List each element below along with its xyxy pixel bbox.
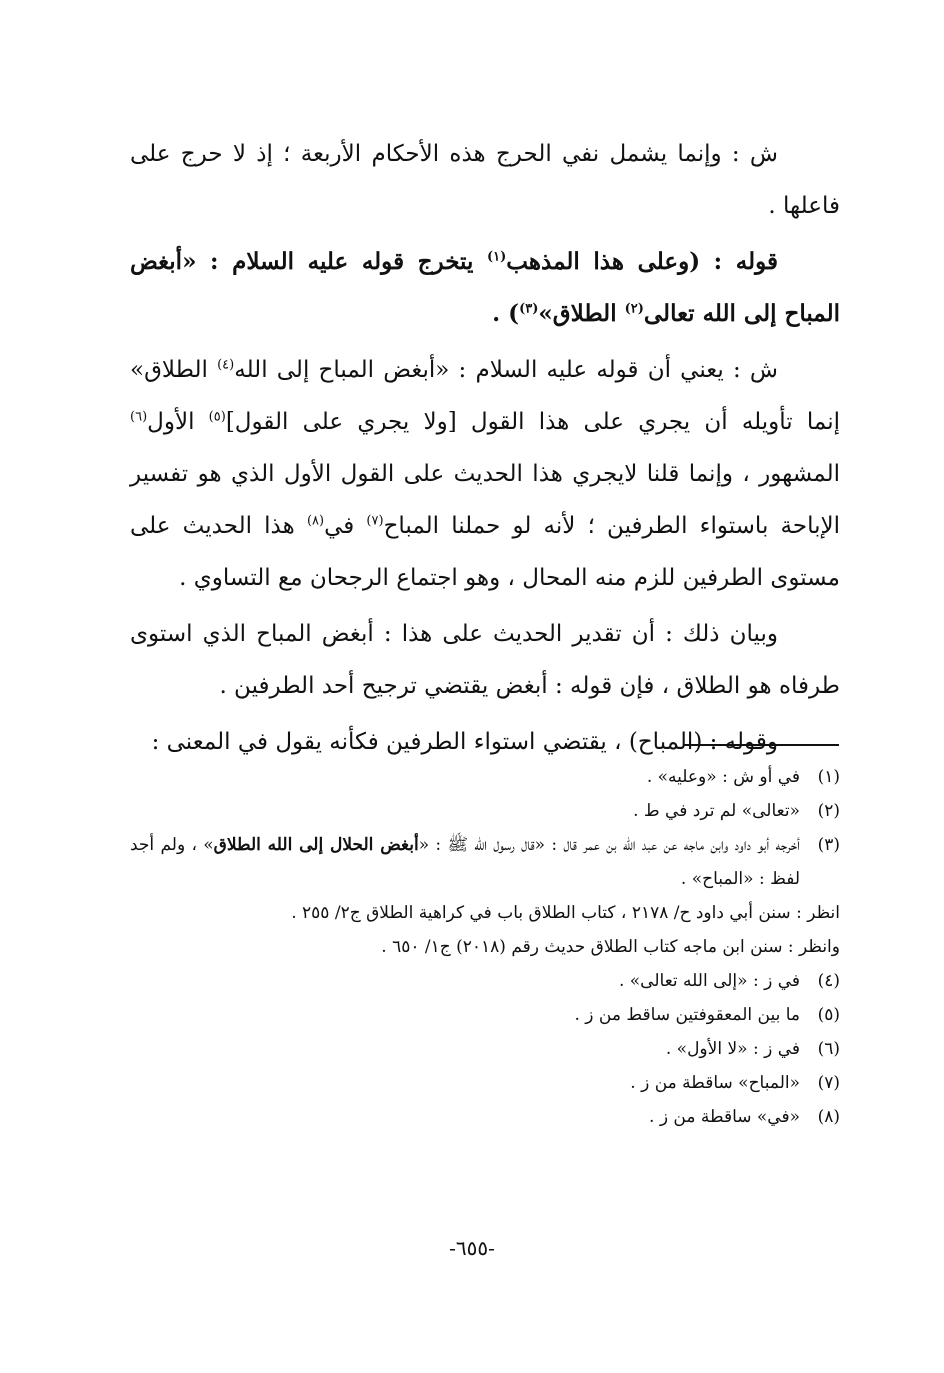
text-segment: » ، ولم أجد لفظ : «المباح» .	[130, 835, 800, 889]
footnote-2	[130, 794, 840, 828]
footnote-1	[130, 760, 840, 794]
footnote-text: «في» ساقطة من ز .	[649, 1107, 800, 1127]
text-segment: هذا الحديث على مستوى الطرفين للزم منه المحال ، وهو اجتماع الرجحان مع التساوي .	[130, 513, 840, 591]
text-segment: يتخرج قوله عليه السلام : «أبغض المباح إلى الله تعالى	[130, 248, 840, 327]
footnote-number: (٦)	[817, 1039, 840, 1059]
footnote-4	[130, 964, 840, 998]
footnote-text	[130, 828, 800, 896]
text-segment: الطلاق»	[538, 300, 625, 327]
footnote-number: (٨)	[817, 1107, 840, 1127]
footnote-marker: (٨)	[306, 513, 325, 529]
footnotes	[130, 760, 840, 1134]
footnote-number: (٣)	[817, 835, 840, 855]
footnote-marker: (٦)	[130, 409, 148, 425]
text-segment: في	[324, 513, 367, 539]
footnote-7	[130, 1066, 840, 1100]
text-segment: الطلاق» إنما تأويله أن يجري على هذا القول [ولا يجري على القول]	[130, 357, 840, 435]
footnote-number: (١)	[817, 767, 840, 787]
paragraph-2	[130, 236, 840, 340]
footnote-marker: (١)	[487, 249, 507, 265]
footnote-5	[130, 998, 840, 1032]
footnote-number: (٤)	[817, 971, 840, 991]
footnote-text: «المباح» ساقطة من ز .	[630, 1073, 800, 1093]
footnote-8	[130, 1100, 840, 1134]
text-segment: المشهور ، وإنما قلنا لايجري هذا الحديث على القول الأول الذي هو تفسير الإباحة باستواء الطرفين ؛ لأنه لو حملنا المباح	[130, 461, 840, 539]
page-number: -٦٥٥-	[449, 1236, 495, 1260]
footnote-3-reference: وانظر : سنن ابن ماجه كتاب الطلاق حديث رقم (٢٠١٨) ج١/ ٦٥٠ .	[381, 937, 840, 957]
paragraph-3	[130, 344, 840, 604]
footnote-marker: (٣)	[519, 301, 539, 317]
text-segment: ش : يعني أن قوله عليه السلام : «أبغض المباح إلى الله	[234, 357, 778, 383]
paragraph-1: ش : وإنما يشمل نفي الحرج هذه الأحكام الأربعة ؛ إذ لا حرج على فاعلها .	[130, 141, 840, 219]
text-segment: الأول	[147, 409, 209, 435]
footnote-number: (٢)	[817, 801, 840, 821]
footnote-text: في ز : «لا الأول» .	[665, 1039, 800, 1059]
hadith-quote: أبغض الحلال إلى الله الطلاق	[213, 835, 419, 855]
footnote-number: (٥)	[817, 1005, 840, 1025]
footnote-marker: (٥)	[208, 409, 226, 425]
paragraph-5: وقوله : (المباح) ، يقتضي استواء الطرفين فكأنه يقول في المعنى :	[151, 729, 778, 755]
footnote-divider	[683, 744, 839, 746]
text-segment: ) .	[492, 300, 520, 327]
footnote-3	[130, 828, 840, 896]
footnote-marker: (٢)	[624, 301, 644, 317]
footnote-marker: (٧)	[366, 513, 384, 529]
text-segment: قوله : (وعلى هذا المذهب	[506, 248, 778, 275]
text-segment: أخرجه أبو داود وابن ماجه عن عبد الله بن عمر قال : «قال رسول الله ﷺ : «	[418, 835, 800, 855]
footnote-marker: (٤)	[217, 357, 235, 373]
paragraph-4: وبيان ذلك : أن تقدير الحديث على هذا : أبغض المباح الذي استوى طرفاه هو الطلاق ، فإن قوله : أبغض يقتضي ترجيح أحد الطرفين .	[130, 621, 840, 699]
footnote-number: (٧)	[817, 1073, 840, 1093]
footnote-3-reference: انظر : سنن أبي داود ح/ ٢١٧٨ ، كتاب الطلاق باب في كراهية الطلاق ج٢/ ٢٥٥ .	[291, 903, 840, 923]
footnote-text: «تعالى» لم ترد في ط .	[633, 801, 800, 821]
footnote-6	[130, 1032, 840, 1066]
footnote-text: في أو ش : «وعليه» .	[646, 767, 800, 787]
footnote-text: في ز : «إلى الله تعالى» .	[618, 971, 800, 991]
main-text	[130, 128, 840, 772]
footnote-text: ما بين المعقوفتين ساقط من ز .	[574, 1005, 800, 1025]
